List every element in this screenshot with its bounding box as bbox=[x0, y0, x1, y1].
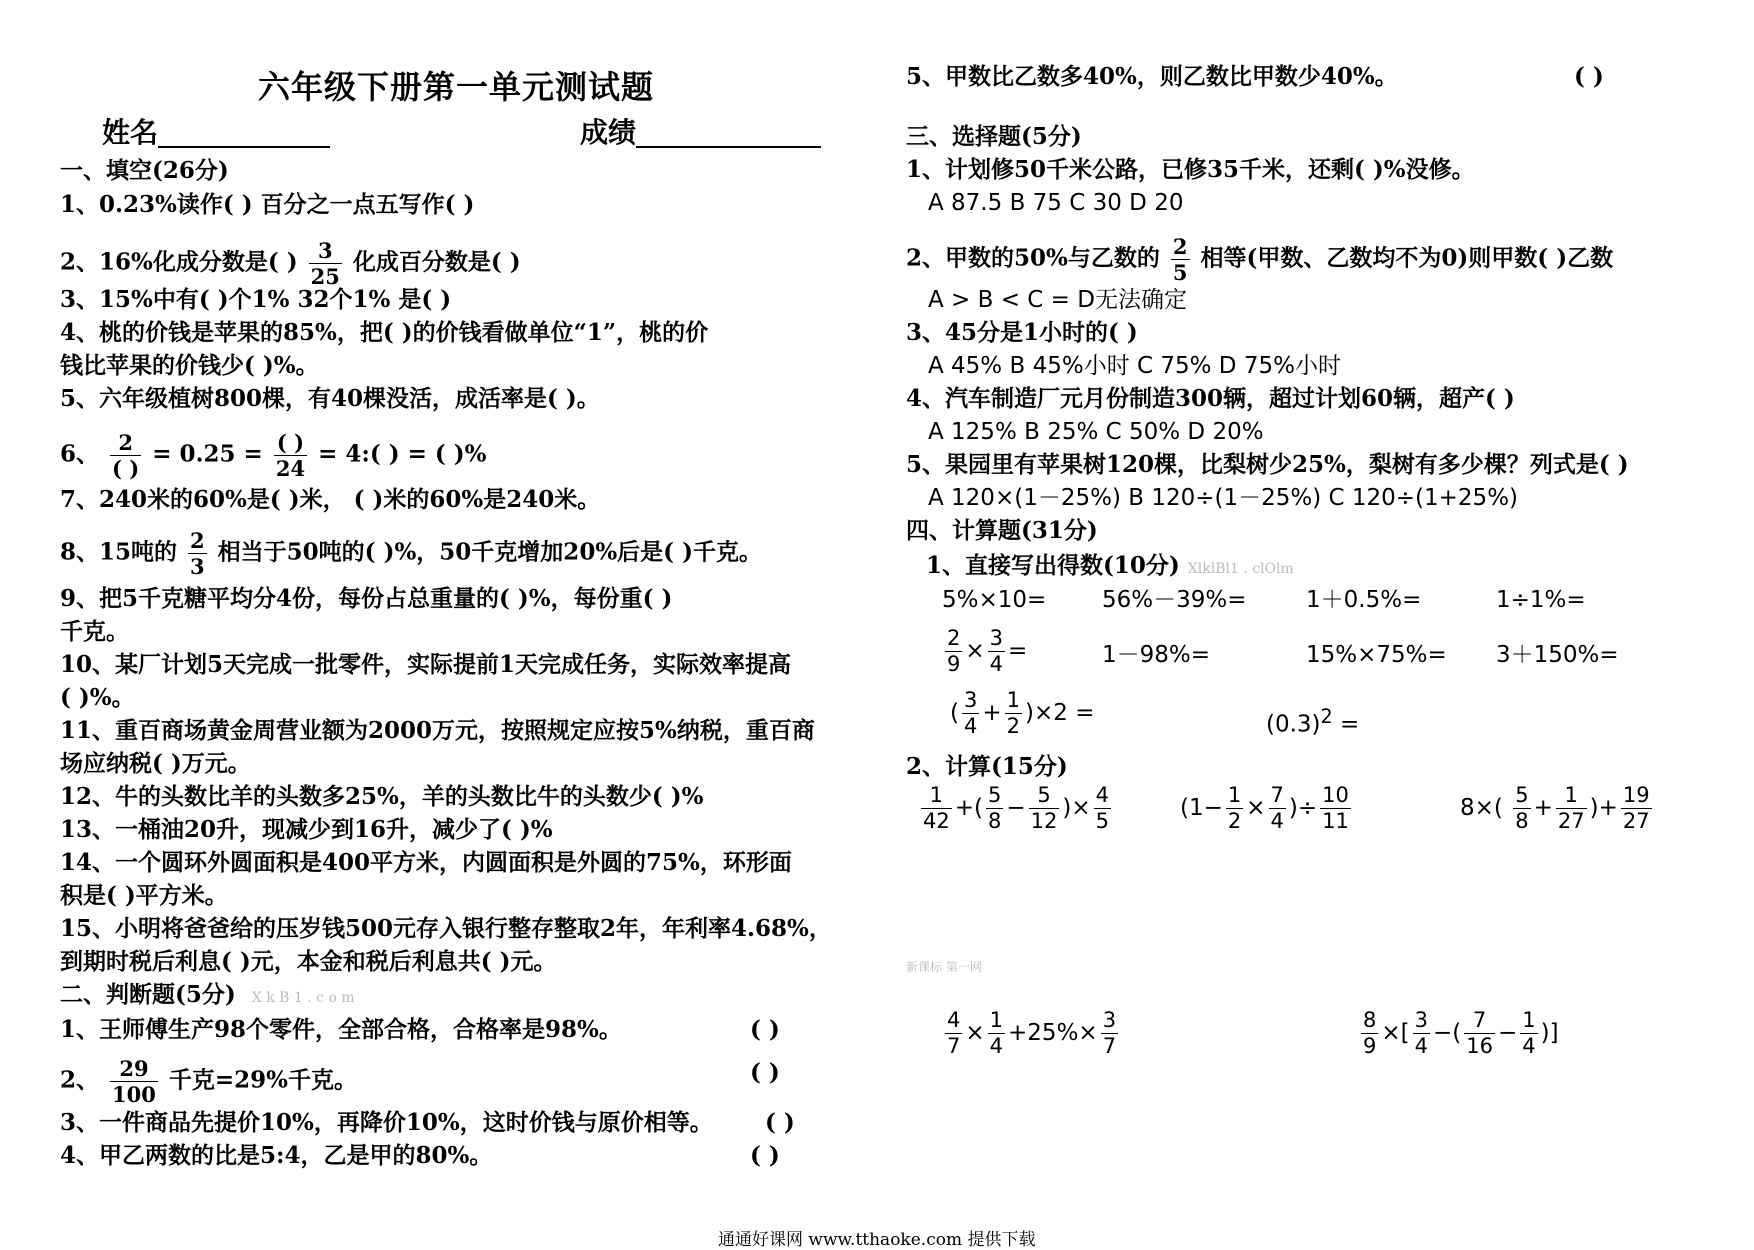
numerator: 29 bbox=[110, 1058, 158, 1082]
score-line bbox=[636, 120, 821, 148]
q1-2-text-b: 化成百分数是( ) bbox=[352, 248, 521, 276]
judge-1-blank: ( ) bbox=[750, 1016, 780, 1043]
judge-2-blank: ( ) bbox=[750, 1059, 780, 1086]
calc-r1c1: 5%×10= bbox=[942, 587, 1047, 613]
calc2-expr2: (1− $\frac{1}{2}$ × $\frac{7}{4}$ )÷ $\frac{10}{11}$ bbox=[1180, 783, 1349, 833]
score-label: 成绩 bbox=[580, 116, 637, 149]
judge-3 bbox=[60, 1108, 713, 1138]
calc-r2c3: 15%×75%= bbox=[1306, 642, 1447, 668]
section-4-heading: 四、计算题(31分) bbox=[906, 517, 1098, 544]
choice-2 bbox=[906, 236, 1613, 283]
judge-2 bbox=[60, 1058, 357, 1105]
q1-6 bbox=[60, 432, 487, 479]
q1-8 bbox=[60, 530, 762, 577]
denominator: 5 bbox=[1172, 260, 1188, 285]
judge-1-text: 1、王师傅生产98个零件，全部合格，合格率是98%。 bbox=[60, 1016, 622, 1043]
footer: 通通好课网 www.tthaoke.com 提供下载 bbox=[718, 1230, 1036, 1250]
calc-sub1-title: 1、直接写出得数(10分) bbox=[926, 552, 1180, 579]
judge-4 bbox=[60, 1141, 492, 1171]
judge-4-blank: ( ) bbox=[750, 1142, 780, 1169]
calc2-expr5: $\frac{8}{9}$ ×[ $\frac{3}{4}$ −( $\frac{7}{16}$ − $\frac{1}{4}$ )] bbox=[1363, 1008, 1559, 1058]
choice-5: 5、果园里有苹果树120棵，比梨树少25%，梨树有多少棵？列式是( ) bbox=[906, 451, 1629, 478]
choice-2-text-a: 2、甲数的50%与乙数的 bbox=[906, 244, 1160, 272]
choice-2-text-b: 相等(甲数、乙数均不为0)则甲数( )乙数 bbox=[1200, 244, 1614, 272]
judge-5: 5、甲数比乙数多40%，则乙数比甲数少40%。 bbox=[906, 63, 1398, 90]
q1-2-text-a: 2、16%化成分数是( ) bbox=[60, 248, 298, 276]
judge-5-blank: ( ) bbox=[1574, 63, 1604, 90]
q1-9a: 9、把5千克糖平均分4份，每份占总重量的( )%，每份重( ) bbox=[60, 585, 673, 612]
q1-14b: 积是( )平方米。 bbox=[60, 882, 228, 909]
numerator: 3 bbox=[309, 240, 342, 264]
name-field bbox=[102, 118, 330, 148]
calc-r3c1: ( $\frac{3}{4}$ + $\frac{1}{2}$ )×2 = bbox=[950, 688, 1095, 738]
calc2-expr3: 8×( $\frac{5}{8}$ + $\frac{1}{27}$ )+ $\frac{19}{27}$ bbox=[1460, 783, 1650, 833]
fraction bbox=[110, 432, 141, 479]
denominator: ( ) bbox=[112, 456, 140, 481]
numerator: 2 bbox=[1172, 234, 1188, 259]
q1-11a: 11、重百商场黄金周营业额为2000万元，按照规定应按5%纳税，重百商 bbox=[60, 717, 815, 744]
calc2-expr1: $\frac{1}{42}$ +( $\frac{5}{8}$ − $\frac{5}{12}$ )× $\frac{4}{5}$ bbox=[923, 783, 1109, 833]
q1-6-pre: 6、 bbox=[60, 440, 100, 468]
q1-6-post: = 4:( ) = ( )% bbox=[318, 440, 487, 468]
calc-r2c4: 3＋150%= bbox=[1496, 642, 1619, 668]
name-line bbox=[158, 120, 330, 148]
judge-1 bbox=[60, 1015, 622, 1045]
choice-3-options: A 45% B 45%小时 C 75% D 75%小时 bbox=[928, 353, 1341, 379]
fraction bbox=[274, 432, 307, 479]
power-exp: 2 bbox=[1320, 705, 1333, 728]
judge-4-text: 4、甲乙两数的比是5:4，乙是甲的80%。 bbox=[60, 1142, 493, 1169]
section-1-heading: 一、填空(26分) bbox=[60, 157, 229, 184]
watermark: X k B 1 . c o m bbox=[251, 990, 355, 1006]
score-field bbox=[580, 118, 821, 148]
q1-11b: 场应纳税( )万元。 bbox=[60, 750, 251, 777]
denominator: 100 bbox=[112, 1082, 156, 1107]
denominator: 25 bbox=[310, 264, 340, 289]
section-3-heading: 三、选择题(5分) bbox=[906, 123, 1082, 150]
q1-12: 12、牛的头数比羊的头数多25%，羊的头数比牛的头数少( )% bbox=[60, 783, 704, 810]
calc-sub1 bbox=[926, 551, 1294, 584]
q1-7: 7、240米的60%是( )米， ( )米的60%是240米。 bbox=[60, 486, 601, 513]
q1-10b: ( )%。 bbox=[60, 684, 135, 711]
choice-5-options: A 120×(1－25%) B 120÷(1－25%) C 120÷(1+25%) bbox=[928, 485, 1519, 511]
judge-2-post: 千克=29%千克。 bbox=[168, 1066, 358, 1094]
calc-sub2: 2、计算(15分) bbox=[906, 753, 1068, 780]
judge-3-blank: ( ) bbox=[765, 1109, 795, 1136]
fraction bbox=[309, 240, 342, 287]
calc-r3c2 bbox=[1266, 702, 1359, 740]
paren-close: )×2 = bbox=[1025, 700, 1095, 726]
fraction bbox=[1171, 236, 1190, 283]
choice-1: 1、计划修50千米公路，已修35千米，还剩( )%没修。 bbox=[906, 156, 1475, 183]
name-label: 姓名 bbox=[102, 116, 159, 149]
choice-1-options: A 87.5 B 75 C 30 D 20 bbox=[928, 190, 1184, 216]
numerator: 2 bbox=[190, 528, 205, 553]
calc-r1c2: 56%－39%= bbox=[1102, 587, 1247, 613]
judge-3-text: 3、一件商品先提价10%，再降价10%，这时价钱与原价相等。 bbox=[60, 1109, 713, 1136]
denominator: 24 bbox=[275, 456, 306, 481]
page-title: 六年级下册第一单元测试题 bbox=[258, 68, 655, 106]
choice-4-options: A 125% B 25% C 50% D 20% bbox=[928, 419, 1264, 445]
q1-14a: 14、一个圆环外圆面积是400平方米，内圆面积是外圆的75%，环形面 bbox=[60, 849, 792, 876]
calc-r2c1: $\frac{2}{9}$ × $\frac{3}{4}$ = bbox=[947, 626, 1028, 676]
denominator: 3 bbox=[190, 554, 205, 579]
section-2-heading bbox=[60, 980, 355, 1013]
q1-4a: 4、桃的价钱是苹果的85%，把( )的价钱看做单位“1”，桃的价 bbox=[60, 319, 709, 346]
section-2-title: 二、判断题(5分) bbox=[60, 981, 236, 1008]
q1-8-text-a: 8、15吨的 bbox=[60, 538, 178, 566]
calc-r2c2: 1－98%= bbox=[1102, 642, 1211, 668]
watermark: 新课标 第一网 bbox=[906, 960, 982, 974]
paren-open: ( bbox=[950, 700, 959, 726]
fraction bbox=[188, 530, 207, 577]
q1-13: 13、一桶油20升，现减少到16升，减少了( )% bbox=[60, 816, 553, 843]
choice-4: 4、汽车制造厂元月份制造300辆，超过计划60辆，超产( ) bbox=[906, 385, 1515, 412]
q1-9b: 千克。 bbox=[60, 618, 129, 645]
q1-5: 5、六年级植树800棵，有40棵没活，成活率是( )。 bbox=[60, 385, 600, 412]
q1-2 bbox=[60, 240, 521, 287]
q1-15a: 15、小明将爸爸给的压岁钱500元存入银行整存整取2年，年利率4.68%， bbox=[60, 915, 832, 942]
q1-4b: 钱比苹果的价钱少( )%。 bbox=[60, 352, 319, 379]
fraction bbox=[110, 1058, 158, 1105]
numerator: 2 bbox=[110, 432, 141, 456]
choice-3: 3、45分是1小时的( ) bbox=[906, 319, 1138, 346]
q1-6-mid: = 0.25 = bbox=[152, 440, 263, 468]
q1-10a: 10、某厂计划5天完成一批零件，实际提前1天完成任务，实际效率提高 bbox=[60, 651, 792, 678]
q1-3: 3、15%中有( )个1% 32个1% 是( ) bbox=[60, 286, 452, 313]
calc-r1c4: 1÷1%= bbox=[1496, 587, 1586, 613]
q1-15b: 到期时税后利息( )元，本金和税后利息共( )元。 bbox=[60, 948, 557, 975]
q1-8-text-b: 相当于50吨的( )%，50千克增加20%后是( )千克。 bbox=[217, 538, 762, 566]
calc-r1c3: 1＋0.5%= bbox=[1306, 587, 1422, 613]
numerator: ( ) bbox=[274, 432, 307, 456]
judge-2-pre: 2、 bbox=[60, 1066, 100, 1094]
power-base: (0.3) bbox=[1266, 711, 1321, 738]
choice-2-options: A > B < C = D无法确定 bbox=[928, 287, 1187, 313]
calc2-expr4: $\frac{4}{7}$ × $\frac{1}{4}$ +25%× $\frac{3}{7}$ bbox=[947, 1008, 1117, 1058]
power-eq: = bbox=[1340, 711, 1360, 738]
watermark: XlklBl1 . clOlm bbox=[1187, 561, 1294, 577]
q1-1: 1、0.23%读作( ) 百分之一点五写作( ) bbox=[60, 191, 475, 218]
